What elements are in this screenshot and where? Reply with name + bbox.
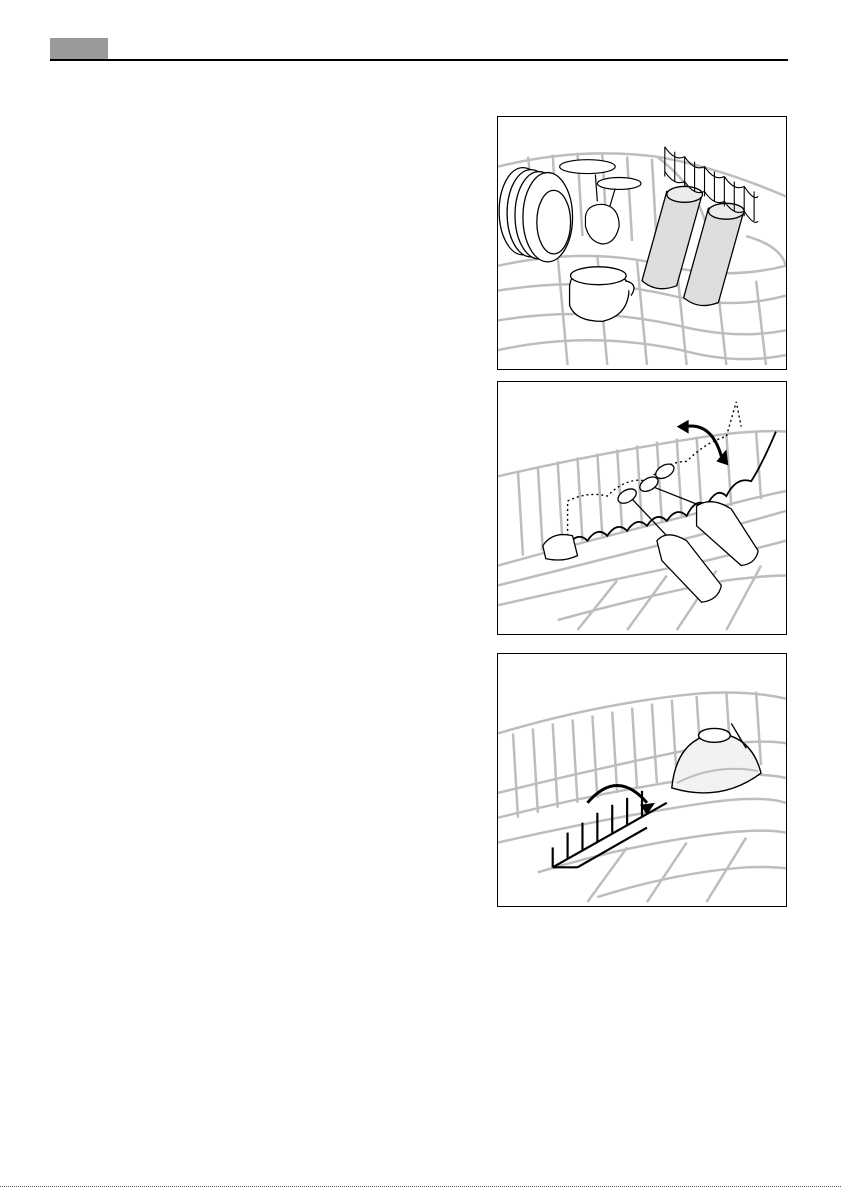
figure-upper-basket — [497, 116, 787, 370]
tall-glasses — [642, 186, 744, 305]
cup — [570, 267, 634, 322]
fold-arrow — [685, 426, 722, 456]
plates — [499, 168, 572, 262]
fold-arrow-head-down-icon — [716, 449, 728, 465]
plate-rack — [553, 791, 667, 867]
figure-glass-support — [497, 381, 787, 635]
bowl — [672, 723, 761, 792]
page-edge-dots — [0, 1186, 841, 1187]
header-rule — [50, 59, 788, 61]
upper-basket-illustration — [498, 117, 786, 369]
figure-plate-rack — [497, 653, 787, 907]
glass-shelf-illustration — [498, 382, 786, 634]
fold-arrow-head-up-icon — [677, 420, 689, 434]
plate-rack-illustration — [498, 654, 786, 906]
header-tab — [50, 38, 108, 60]
